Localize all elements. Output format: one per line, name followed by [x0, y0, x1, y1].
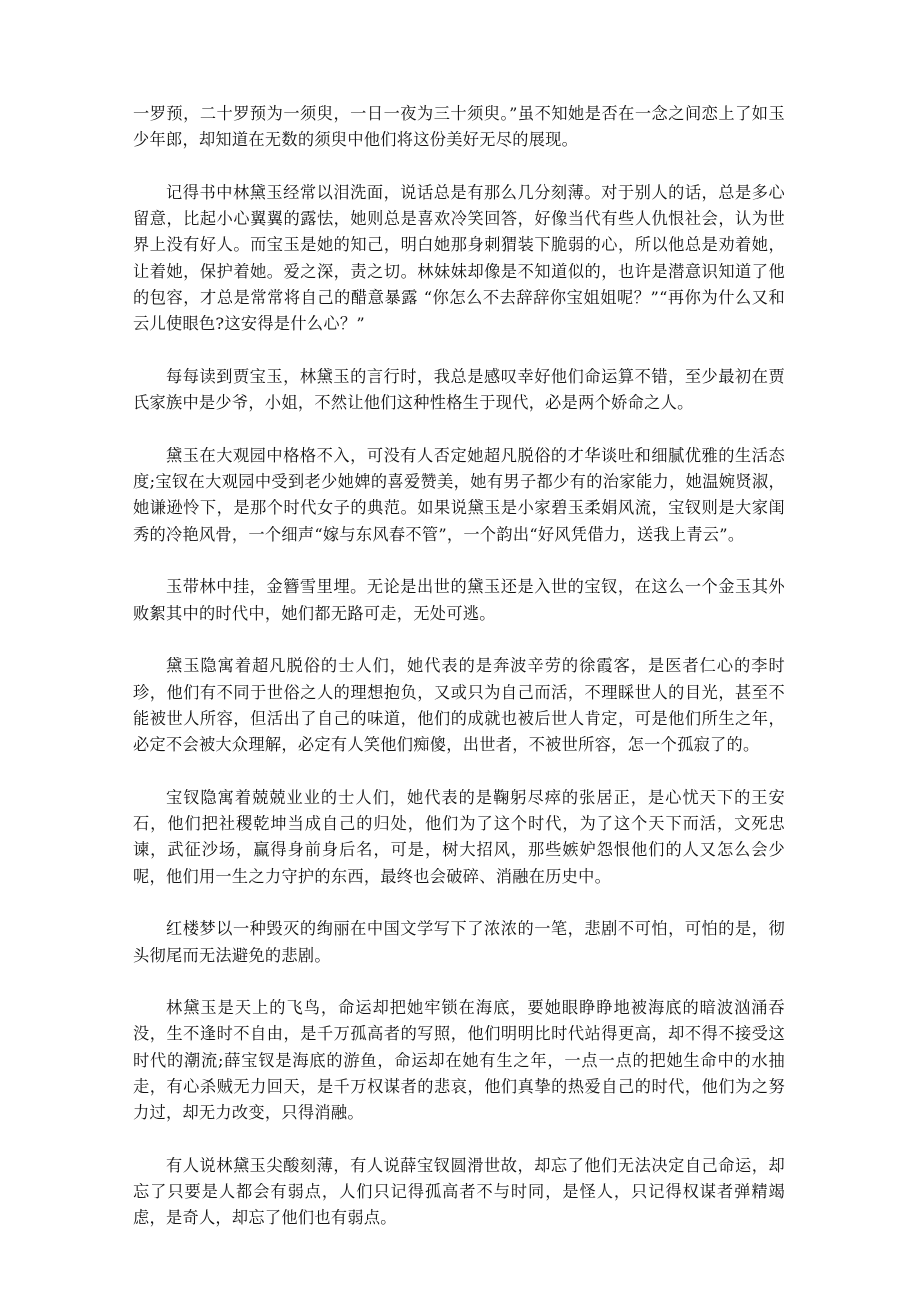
paragraph-3: 每每读到贾宝玉，林黛玉的言行时，我总是感叹幸好他们命运算不错，至少最初在贾氏家族中是少爷，小姐，不然让他们这种性格生于现代，必是两个娇命之人。 [133, 366, 785, 413]
paragraph-2: 记得书中林黛玉经常以泪洗面，说话总是有那么几分刻薄。对于别人的话，总是多心留意，比起小心翼翼的露怯，她则总是喜欢冷笑回答，好像当代有些人仇恨社会，认为世界上没有好人。而宝玉是她的知己，明白她那身刺猬装下脆弱的心，所以他总是劝着她，让着她，保护着她。爱之深，责之切。林妹妹却像是不知道似的，也许是潜意识知道了他的包容，才总是常常将自己的醋意暴露 “你怎么不去辞辞你宝姐姐呢？”“再你为什么又和云儿使眼色?这安得是什么心？” [133, 182, 785, 334]
paragraph-4: 黛玉在大观园中格格不入，可没有人否定她超凡脱俗的才华谈吐和细腻优雅的生活态度;宝钗在大观园中受到老少她婢的喜爱赞美，她有男子都少有的治家能力，她温婉贤淑，她谦逊怜下，是那个时代女子的典范。如果说黛玉是小家碧玉柔娟风流，宝钗则是大家闺秀的冷艳风骨，一个细声“嫁与东风春不管”，一个韵出“好风凭借力，送我上青云”。 [133, 445, 785, 544]
paragraph-7: 宝钗隐寓着兢兢业业的士人们，她代表的是鞠躬尽瘁的张居正，是心忧天下的王安石，他们把社稷乾坤当成自己的归处，他们为了这个时代，为了这个天下而活，文死忠谏，武征沙场，赢得身前身后名，可是，树大招风，那些嫉妒怨恨他们的人又怎么会少呢，他们用一生之力守护的东西，最终也会破碎、消融在历史中。 [133, 787, 785, 886]
paragraph-1: 一罗预，二十罗预为一须臾，一日一夜为三十须臾。”虽不知她是否在一念之间恋上了如玉少年郎，却知道在无数的须臾中他们将这份美好无尽的展现。 [133, 104, 785, 150]
paragraph-6: 黛玉隐寓着超凡脱俗的士人们，她代表的是奔波辛劳的徐霞客，是医者仁心的李时珍，他们有不同于世俗之人的理想抱负，又或只为自己而活，不理睬世人的目光，甚至不能被世人所容，但活出了自己的味道，他们的成就也被后世人肯定，可是他们所生之年，必定不会被大众理解，必定有人笑他们痴傻，出世者，不被世所容，怎一个孤寂了的。 [133, 656, 785, 755]
paragraph-10: 有人说林黛玉尖酸刻薄，有人说薛宝钗圆滑世故，却忘了他们无法决定自己命运，却忘了只要是人都会有弱点，人们只记得孤高者不与时同，是怪人，只记得权谋者弹精竭虑，是奇人，却忘了他们也有弱点。 [133, 1155, 785, 1228]
paragraph-5: 玉带林中挂，金簪雪里埋。无论是出世的黛玉还是入世的宝钗，在这么一个金玉其外败絮其中的时代中，她们都无路可走，无处可逃。 [133, 577, 785, 623]
document-body [133, 101, 785, 1258]
paragraph-9: 林黛玉是天上的飞鸟，命运却把她牢锁在海底，要她眼睁睁地被海底的暗波汹涌吞没，生不逢时不自由，是千万孤高者的写照，他们明明比时代站得更高，却不得不接受这时代的潮流;薛宝钗是海底的游鱼，命运却在她有生之年，一点一点的把她生命中的水抽走，有心杀贼无力回天，是千万权谋者的悲哀，他们真挚的热爱自己的时代，他们为之努力过，却无力改变，只得消融。 [133, 998, 785, 1123]
paragraph-8: 红楼梦以一种毁灭的绚丽在中国文学写下了浓浓的一笔，悲剧不可怕，可怕的是，彻头彻尾而无法避免的悲剧。 [133, 919, 785, 965]
